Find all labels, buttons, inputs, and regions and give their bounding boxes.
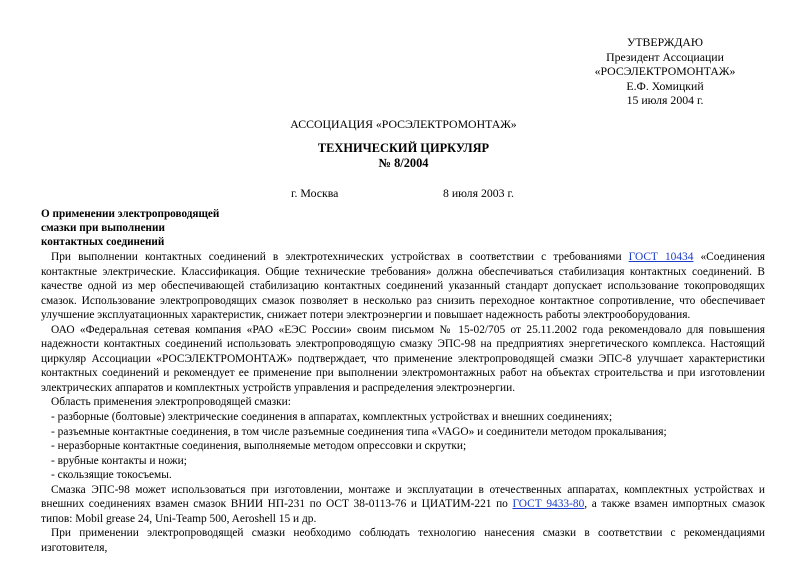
paragraph-text: «Соединения контактные электрические. Классификация. Общие технические требования» должна обеспечиваться стабилизация контактных соединений. В качестве одной из мер обеспечивающей стабилизацию контактных соединений указанный стандарт допускает использование токопроводящих смазок. Использование электропроводящих смазок позволяет в несколько раз снизить переходное контактное сопротивление, что обеспечивает улучшение эксплуатационных характеристик, снижает потери электроэнергии и повышает надежность работы электрооборудования. — [41, 251, 765, 322]
subject-heading — [41, 207, 261, 249]
subject-line: контактных соединений — [41, 236, 165, 248]
subject-line: смазки при выполнении — [41, 222, 165, 234]
place: г. Москва — [291, 186, 339, 200]
title-line: ТЕХНИЧЕСКИЙ ЦИРКУЛЯР — [317, 141, 490, 155]
paragraph — [41, 483, 765, 527]
list-item: - разъемные контактные соединения, в том числе разъемные соединения типа «VAGO» и соединители методом прокалывания; — [51, 425, 667, 438]
paragraph: ОАО «Федеральная сетевая компания «РАО «ЕЭС России» своим письмом № 15-02/705 от 25.11.2002 года рекомендовало для повышения надежности контактных соединений использовать электропроводящую смазку ЭПС-98 на предприятиях энергетического комплекса. Настоящий циркуляр Ассоциации «РОСЭЛЕКТРОМОНТАЖ» подтверждает, что применение электропроводящей смазки ЭПС-8 улучшает характеристики контактных соединений и рекомендует ее применение при выполнении электромонтажных работ на объектах строительства и при изготовлении электрических аппаратов и комплектных устройств управления и распределения электроэнергии. — [41, 323, 765, 394]
list-item: - неразборные контактные соединения, выполняемые методом опрессовки и скрутки; — [51, 440, 467, 453]
paragraph: При применении электропроводящей смазки необходимо соблюдать технологию нанесения смазки в соответствии с рекомендациями изготовителя, — [41, 527, 765, 554]
paragraph — [41, 250, 765, 323]
list-item: - разборные (болтовые) электрические соединения в аппаратах, комплектных устройствах и внешних соединениях; — [51, 411, 613, 424]
paragraph-text: Смазка ЭПС-98 может использоваться при изготовлении, монтаже и эксплуатации в отечественных аппаратах, комплектных устройствах и внешних соединениях взамен смазок ВНИИ НП-231 по ОСТ 38-0113-76 и ЦИАТИМ-221 по — [41, 483, 765, 511]
paragraph-text: При выполнении контактных соединений в электротехнических устройствах в соответствии с требованиями — [51, 251, 629, 263]
approval-line: 15 июля 2004 г. — [626, 93, 704, 108]
title-number: № 8/2004 — [378, 156, 429, 170]
approval-line: «РОСЭЛЕКТРОМОНТАЖ» — [594, 64, 736, 79]
paragraph: Область применения электропроводящей смазки: — [51, 396, 291, 409]
approval-line: Президент Ассоциации — [606, 49, 724, 64]
paragraph-text: , а также взамен импортных смазок типов: Mobil grease 24, Uni-Teamp 500, Aeroshell 15 и др. — [41, 498, 765, 525]
gost-10434-link[interactable]: ГОСТ 10434 — [628, 251, 694, 263]
document-date: 8 июля 2003 г. — [443, 186, 514, 200]
document-title — [0, 141, 807, 171]
approval-line: Е.Ф. Хомицкий — [626, 78, 704, 93]
gost-9433-80-link[interactable]: ГОСТ 9433-80 — [512, 498, 585, 511]
list-item: - врубные контакты и ножи; — [51, 454, 187, 467]
approval-block — [590, 35, 740, 108]
approval-line: УТВЕРЖДАЮ — [626, 35, 704, 49]
document-body — [41, 250, 765, 555]
association-name: АССОЦИАЦИЯ «РОСЭЛЕКТРОМОНТАЖ» — [290, 117, 517, 131]
subject-line: О применении электропроводящей — [41, 208, 220, 220]
list-item: - скользящие токосъемы. — [51, 469, 172, 482]
